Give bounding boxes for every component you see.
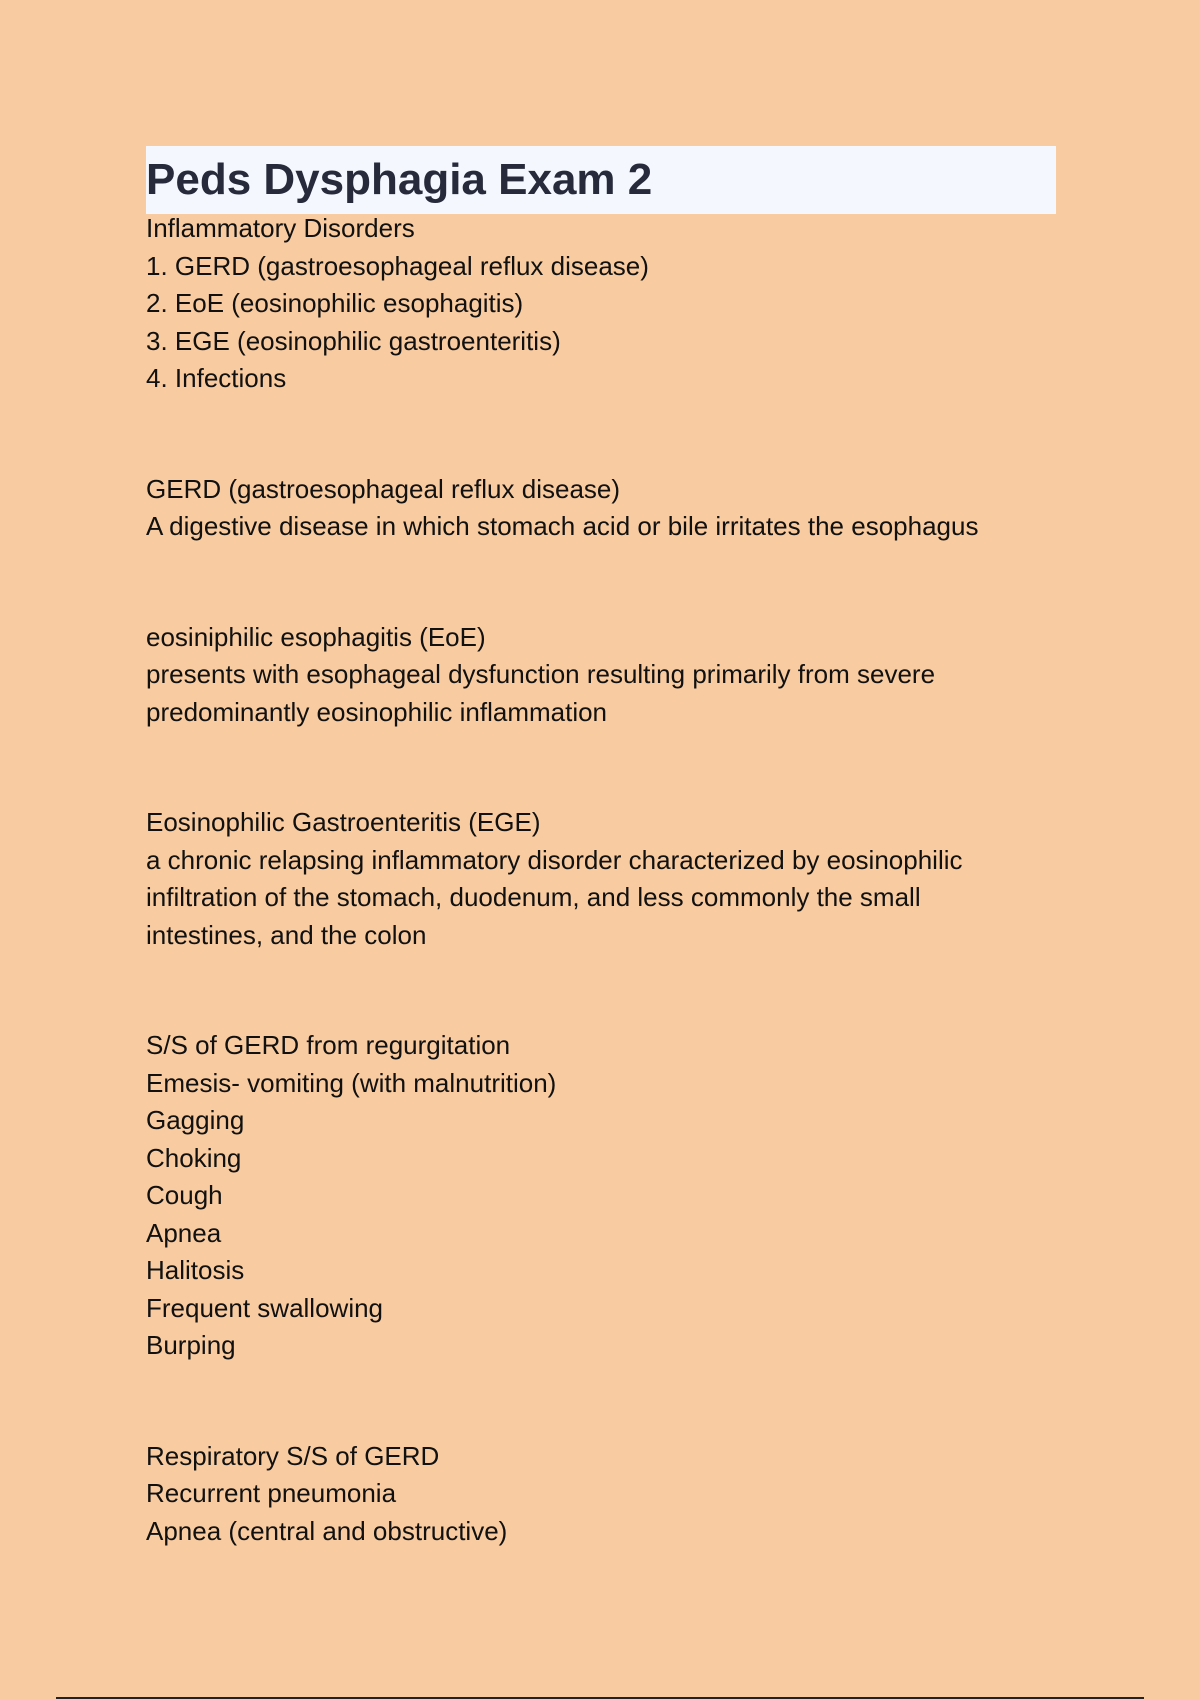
card-gerd-regurgitation xyxy=(146,1027,1066,1365)
card-term: S/S of GERD from regurgitation xyxy=(146,1030,511,1060)
card-term: GERD (gastroesophageal reflux disease) xyxy=(146,473,621,504)
card-definition-line: A digestive disease in which stomach acid or bile irritates the esophagus xyxy=(146,511,979,541)
card-gerd xyxy=(146,471,1066,546)
intro-list-item: 1. GERD (gastroesophageal reflux disease) xyxy=(146,250,649,281)
card-definition-line: Gagging xyxy=(146,1105,245,1135)
document-body xyxy=(146,210,1066,1550)
card-term: eosiniphilic esophagitis (EoE) xyxy=(146,621,486,652)
card-definition-line: Emesis- vomiting (with malnutrition) xyxy=(146,1067,557,1098)
card-term: Eosinophilic Gastroenteritis (EGE) xyxy=(146,807,541,837)
card-definition-line: intestines, and the colon xyxy=(146,919,427,950)
card-definition-line: infiltration of the stomach, duodenum, and less commonly the small xyxy=(146,882,921,912)
page-divider xyxy=(56,1697,1144,1699)
card-definition-line: Halitosis xyxy=(146,1255,245,1285)
page-title: Peds Dysphagia Exam 2 xyxy=(146,155,653,204)
card-definition-line: Burping xyxy=(146,1330,236,1360)
card-eoe xyxy=(146,619,1066,732)
title-banner xyxy=(146,146,1056,214)
card-term: Respiratory S/S of GERD xyxy=(146,1440,440,1471)
card-definition-line: Apnea (central and obstructive) xyxy=(146,1515,508,1546)
intro-section xyxy=(146,210,1066,398)
card-definition-line: Apnea xyxy=(146,1217,222,1248)
card-definition-line: Choking xyxy=(146,1142,242,1173)
intro-heading: Inflammatory Disorders xyxy=(146,213,415,243)
intro-list-item: 4. Infections xyxy=(146,363,287,393)
card-definition-line: predominantly eosinophilic inflammation xyxy=(146,696,608,727)
intro-list-item: 3. EGE (eosinophilic gastroenteritis) xyxy=(146,325,561,356)
card-definition-line: Cough xyxy=(146,1180,223,1210)
card-definition-line: Recurrent pneumonia xyxy=(146,1478,397,1508)
card-definition-line: Frequent swallowing xyxy=(146,1292,384,1323)
card-definition-line: a chronic relapsing inflammatory disorder characterized by eosinophilic xyxy=(146,844,963,875)
intro-list-item: 2. EoE (eosinophilic esophagitis) xyxy=(146,288,524,318)
card-ege xyxy=(146,804,1066,954)
card-gerd-respiratory xyxy=(146,1438,1066,1551)
card-definition-line: presents with esophageal dysfunction resulting primarily from severe xyxy=(146,659,936,689)
